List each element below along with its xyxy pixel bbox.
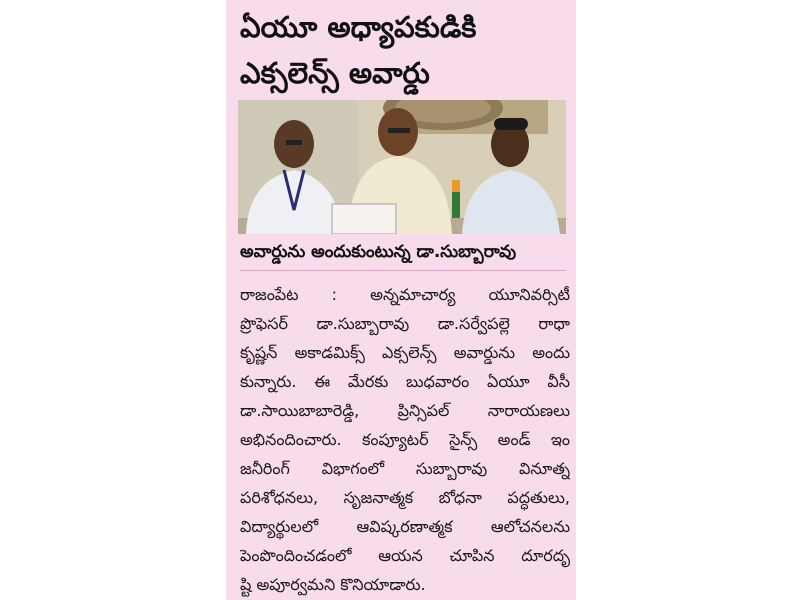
body-line: రాజంపేట : అన్నమాచార్య యూనివర్సిటీ bbox=[240, 285, 570, 304]
body-line: జనీరింగ్ విభాగంలో సుబ్బారావు వినూత్న bbox=[240, 459, 570, 478]
headline-line-2: ఎక్సలెన్స్ అవార్డు bbox=[240, 56, 430, 90]
photo-caption: అవార్డును అందుకుంటున్న డా.సుబ్బారావు bbox=[240, 242, 517, 262]
body-line: పరిశోధనలు, సృజనాత్మక బోధనా పద్ధతులు, bbox=[240, 488, 570, 507]
award-photo bbox=[238, 100, 566, 234]
body-line: విద్యార్థులలో ఆవిష్కరణాత్మక ఆలోచనలను bbox=[240, 517, 570, 536]
body-line: ష్టి అపూర్వమని కొనియాడారు. bbox=[240, 575, 426, 594]
body-line: అభినందించారు. కంప్యూటర్ సైన్స్ అండ్ ఇం bbox=[240, 430, 570, 449]
body-line: డా.సాయిబాబారెడ్డి, ప్రిన్సిపల్ నారాయణలు bbox=[240, 401, 570, 420]
headline bbox=[240, 4, 570, 96]
body-line: కృష్ణన్ అకాడమిక్స్ ఎక్సలెన్స్ అవార్డును అందు bbox=[240, 343, 570, 362]
news-clipping bbox=[226, 0, 576, 600]
article-body bbox=[240, 280, 570, 599]
headline-line-1: ఏయూ అధ్యాపకుడికి bbox=[240, 10, 477, 44]
body-line: కున్నారు. ఈ మేరకు బుధవారం ఏయూ వీసీ bbox=[240, 372, 570, 391]
caption-divider bbox=[240, 270, 566, 271]
body-line: ప్రొఫెసర్ డా.సుబ్బారావు డా.సర్వేపల్లె రాధా bbox=[240, 314, 570, 333]
body-line: పెంపొందించడంలో ఆయన చూపిన దూరదృ bbox=[240, 546, 570, 565]
